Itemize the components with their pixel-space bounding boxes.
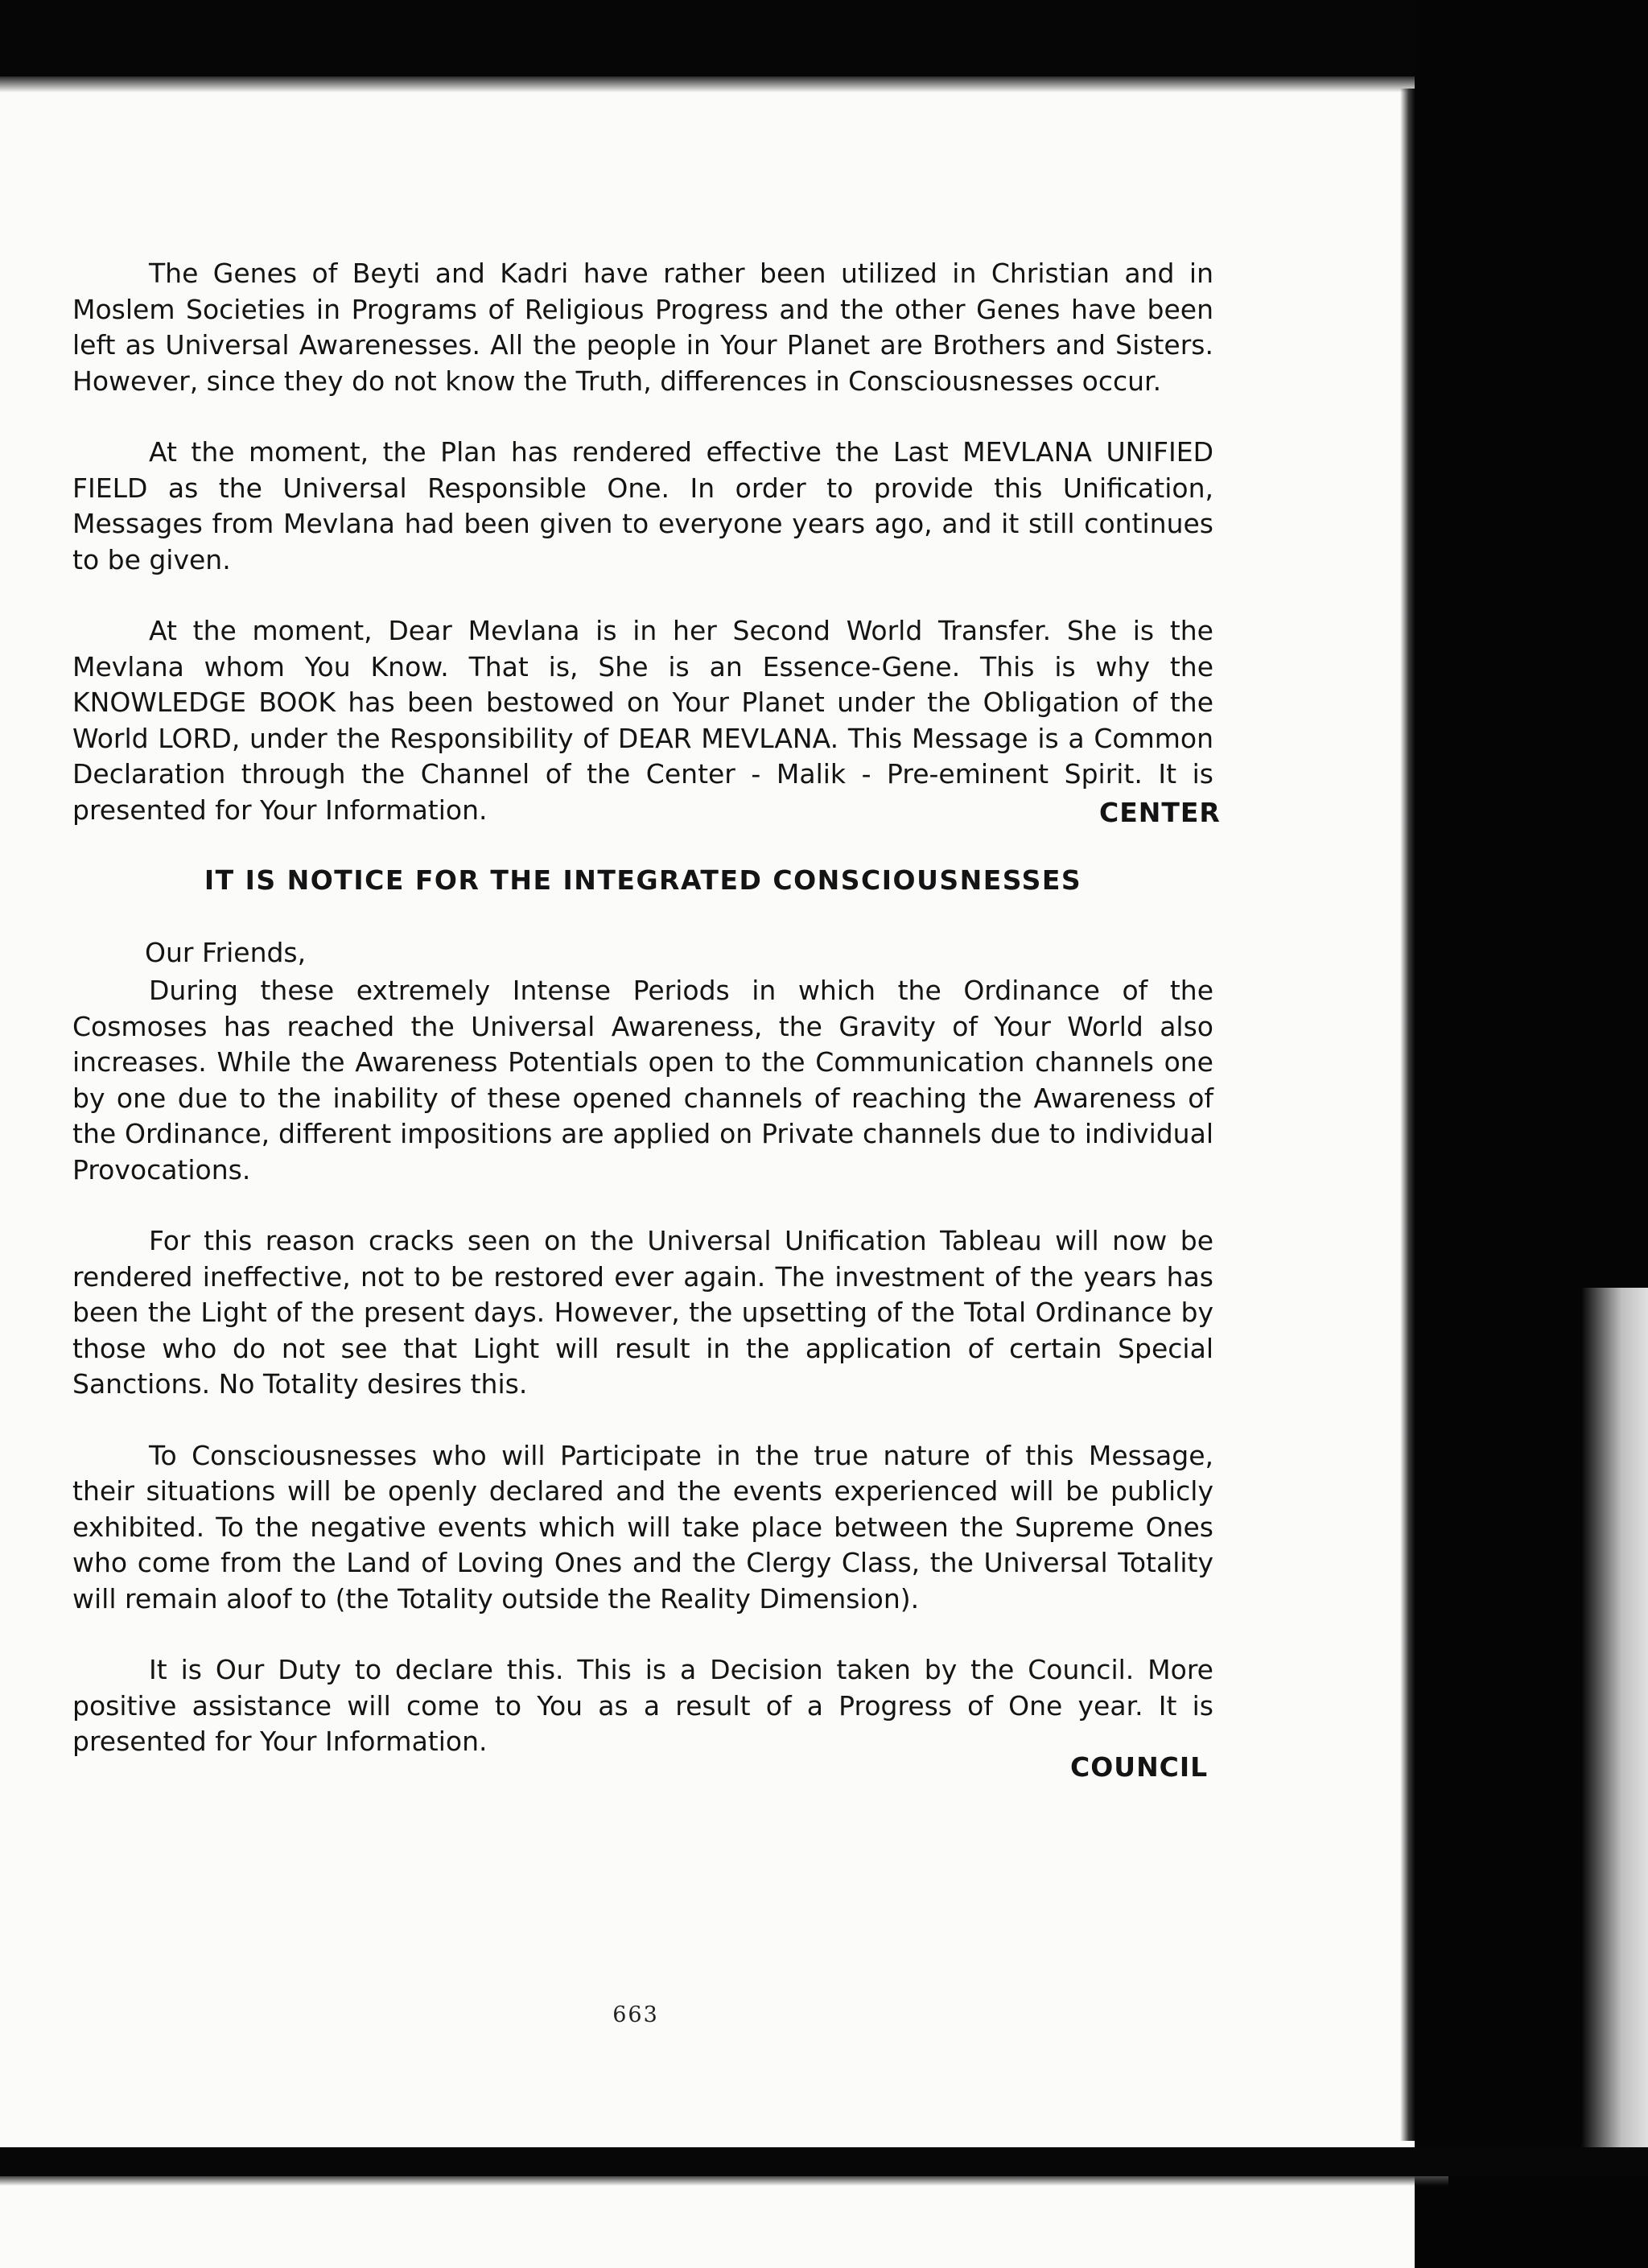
body-text-part2 [72, 973, 1213, 1760]
paragraph: At the moment, the Plan has rendered effective the Last MEVLANA UNIFIED FIELD as the Universal Responsible One. In order to provide this Unification, Messages from Mevlana had been given to everyone years ago, and it still continues to be given. [72, 436, 1213, 575]
paragraph: The Genes of Beyti and Kadri have rather been utilized in Christian and in Moslem Societies in Programs of Religious Progress and the other Genes have been left as Universal Awarenesses. All the people in Your Planet are Brothers and Sisters. However, since they do not know the Truth, differences in Consciousnesses occur. [72, 258, 1213, 397]
paragraph: For this reason cracks seen on the Universal Unification Tableau will now be rendered ineffective, not to be restored ever again. The investment of the years has been the Light of the present days. However, the upsetting of the Total Ordinance by those who do not see that Light will result in the application of certain Special Sanctions. No Totality desires this. [72, 1225, 1213, 1400]
page-edge-shadow [1400, 89, 1415, 2141]
section-heading: IT IS NOTICE FOR THE INTEGRATED CONSCIOUSNESSES [204, 864, 1082, 896]
page-number: 663 [612, 2002, 659, 2027]
page-edge-highlight [1581, 1288, 1648, 2173]
signature-center: CENTER [1099, 797, 1221, 828]
salutation: Our Friends, [145, 937, 307, 968]
paragraph: To Consciousnesses who will Participate in the true nature of this Message, their situations will be openly declared and the events experienced will be publicly exhibited. To the negative events which will take place between the Supreme Ones who come from the Land of Loving Ones and the Clergy Class, the Universal Totality will remain aloof to (the Totality outside the Reality Dimension). [72, 1439, 1213, 1614]
scan-border-top [0, 0, 1648, 76]
paragraph: At the moment, Dear Mevlana is in her Second World Transfer. She is the Mevlana whom You Know. That is, She is an Essence-Gene. This is why the KNOWLEDGE BOOK has been bestowed on Your Planet under the Obligation of the World LORD, under the Responsibility of DEAR MEVLANA. This Message is a Common Declaration through the Channel of the Center - Malik - Pre-eminent Spirit. It is presented for Your Information. [72, 615, 1213, 826]
body-text-part1 [72, 256, 1213, 828]
scan-border-bottom-shadow [0, 2176, 1448, 2186]
scan-border-bottom [0, 2147, 1648, 2176]
signature-council: COUNCIL [1070, 1751, 1209, 1783]
paragraph: During these extremely Intense Periods in which the Ordinance of the Cosmoses has reached the Universal Awareness, the Gravity of Your World also increases. While the Awareness Potentials open to the Communication channels one by one due to the inability of these opened channels of reaching the Awareness of the Ordinance, different impositions are applied on Private channels due to individual Provocations. [72, 975, 1213, 1186]
paragraph: It is Our Duty to declare this. This is a Decision taken by the Council. More positive assistance will come to You as a result of a Progress of One year. It is presented for Your Information. [72, 1654, 1213, 1757]
